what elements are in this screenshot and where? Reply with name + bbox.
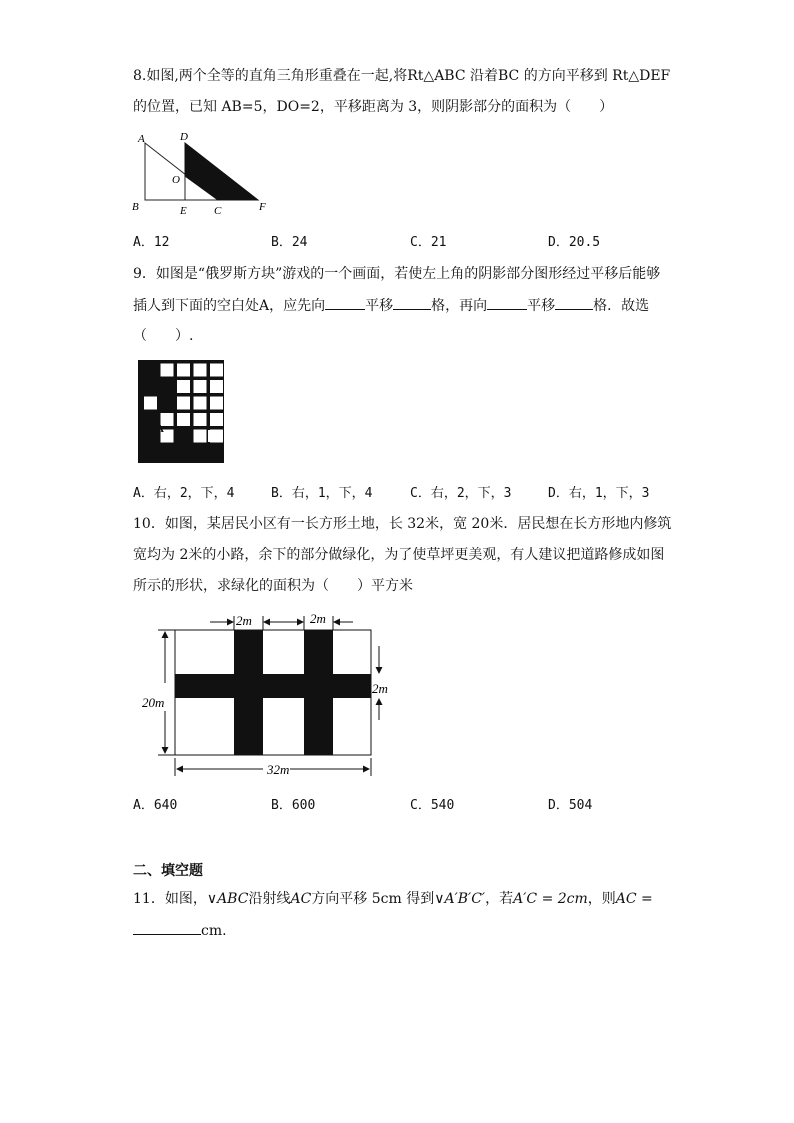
q11-blank[interactable] — [133, 920, 201, 935]
q11-part-j: AC = — [615, 891, 653, 907]
q8-text-line2: 的位置，已知 AB=5，DO=2，平移距离为 3，则阴影部分的面积为（ ） — [133, 99, 614, 115]
tetris-empty-cell — [194, 364, 207, 377]
label-d: D — [180, 131, 188, 143]
dim-bottom: 32m — [267, 762, 290, 777]
q8-text-line1: 8.如图,两个全等的直角三角形重叠在一起,将Rt△ABC 沿着BC 的方向平移到 Rt△DEF — [133, 68, 671, 84]
tetris-empty-cell — [177, 380, 190, 393]
q11-part-i: ，则 — [587, 891, 616, 907]
q9-line2-part-d: 格，再向 — [431, 298, 488, 314]
q9-line2-part-e: 平移 — [527, 298, 556, 314]
horizontal-road — [175, 674, 371, 698]
q9-option-a: A．右，2，下，4 — [133, 486, 235, 501]
q9-line2-part-a: 插人到下面的空白处 — [133, 298, 259, 314]
label-f: F — [259, 201, 266, 213]
tetris-empty-cell — [208, 430, 220, 442]
tetris-empty-cell — [210, 397, 223, 410]
q11-part-g: ，若 — [485, 891, 514, 907]
label-e: E — [180, 205, 187, 217]
q11-text-line1 — [133, 889, 653, 909]
q9-text-line2 — [133, 295, 649, 316]
q11-part-b: ∨ABC — [206, 891, 249, 907]
q11-unit: cm. — [201, 923, 227, 939]
q9-blank-2[interactable] — [393, 295, 431, 310]
q11-part-f: ∨A′B′C′ — [434, 891, 486, 907]
tetris-empty-cell — [194, 430, 207, 443]
tetris-empty-cell — [194, 413, 207, 426]
tetris-empty-cell — [194, 380, 207, 393]
q9-blank-4[interactable] — [555, 295, 593, 310]
tetris-empty-cell — [210, 413, 223, 426]
q9-line2-part-c: 平移 — [365, 298, 394, 314]
tetris-empty-cell — [161, 364, 174, 377]
q11-text-line2 — [133, 920, 227, 941]
q9-line2-part-b: A，应先向 — [259, 298, 326, 314]
q9-option-c: C．右，2，下，3 — [410, 486, 512, 501]
tetris-label-a: A — [156, 423, 164, 435]
tetris-empty-cell — [194, 397, 207, 410]
section-fill-in-title: 二、填空题 — [133, 863, 203, 879]
q9-text-line1: 9．如图是“俄罗斯方块”游戏的一个画面，若使左上角的阴影部分图形经过平移后能够 — [133, 266, 661, 282]
q10-option-a: A．640 — [133, 798, 178, 813]
tetris-empty-cell — [144, 397, 157, 410]
q10-option-b: B．600 — [271, 798, 316, 813]
q10-option-c: C．540 — [410, 798, 455, 813]
q10-text-line3: 所示的形状，求绿化的面积为（ ）平方米 — [133, 578, 413, 594]
tetris-empty-cell — [177, 364, 190, 377]
label-c: C — [214, 205, 222, 217]
vertical-road-1 — [234, 630, 263, 755]
q10-text-line1: 10．如图，某居民小区有一长方形土地，长 32米，宽 20米．居民想在长方形地内修筑 — [133, 516, 672, 532]
q10-text-line2: 宽均为 2米的小路，余下的部分做绿化，为了使草坪更美观，有人建议把道路修成如图 — [133, 547, 665, 563]
tetris-empty-cell — [177, 413, 190, 426]
tetris-empty-cell — [210, 364, 223, 377]
q9-text-line3: （ ）. — [133, 328, 194, 344]
q9-blank-3[interactable] — [487, 295, 527, 310]
q8-triangle-figure — [128, 128, 278, 220]
dim-top-1: 2m — [236, 613, 252, 628]
label-o: O — [172, 174, 180, 186]
q9-tetris-figure — [138, 360, 224, 463]
q9-option-b: B．右，1，下，4 — [271, 486, 373, 501]
shaded-region — [185, 143, 258, 200]
q8-option-a: A．12 — [133, 235, 170, 250]
q11-part-h: A′C = 2cm — [513, 891, 588, 907]
q8-option-d: D．20.5 — [548, 235, 601, 250]
q10-option-d: D．504 — [548, 798, 593, 813]
q11-part-a: 11．如图， — [133, 891, 207, 907]
q10-rectangle-figure — [138, 608, 400, 783]
q8-option-b: B．24 — [271, 235, 308, 250]
tetris-empty-cell — [210, 380, 223, 393]
q9-blank-1[interactable] — [325, 295, 365, 310]
dim-right: 2m — [372, 681, 388, 696]
q11-part-e: 方向平移 5cm 得到 — [311, 891, 435, 907]
q9-option-d: D．右，1，下，3 — [548, 486, 650, 501]
label-b: B — [132, 201, 139, 213]
dim-top-2: 2m — [310, 611, 326, 626]
q9-line2-part-f: 格．故选 — [593, 298, 650, 314]
vertical-road-2 — [304, 630, 333, 755]
q11-part-c: 沿射线 — [248, 891, 291, 907]
dim-left: 20m — [142, 695, 165, 710]
tetris-empty-cell — [177, 397, 190, 410]
q8-option-c: C．21 — [410, 235, 447, 250]
label-a: A — [138, 133, 145, 145]
q11-part-d: AC — [290, 891, 312, 907]
